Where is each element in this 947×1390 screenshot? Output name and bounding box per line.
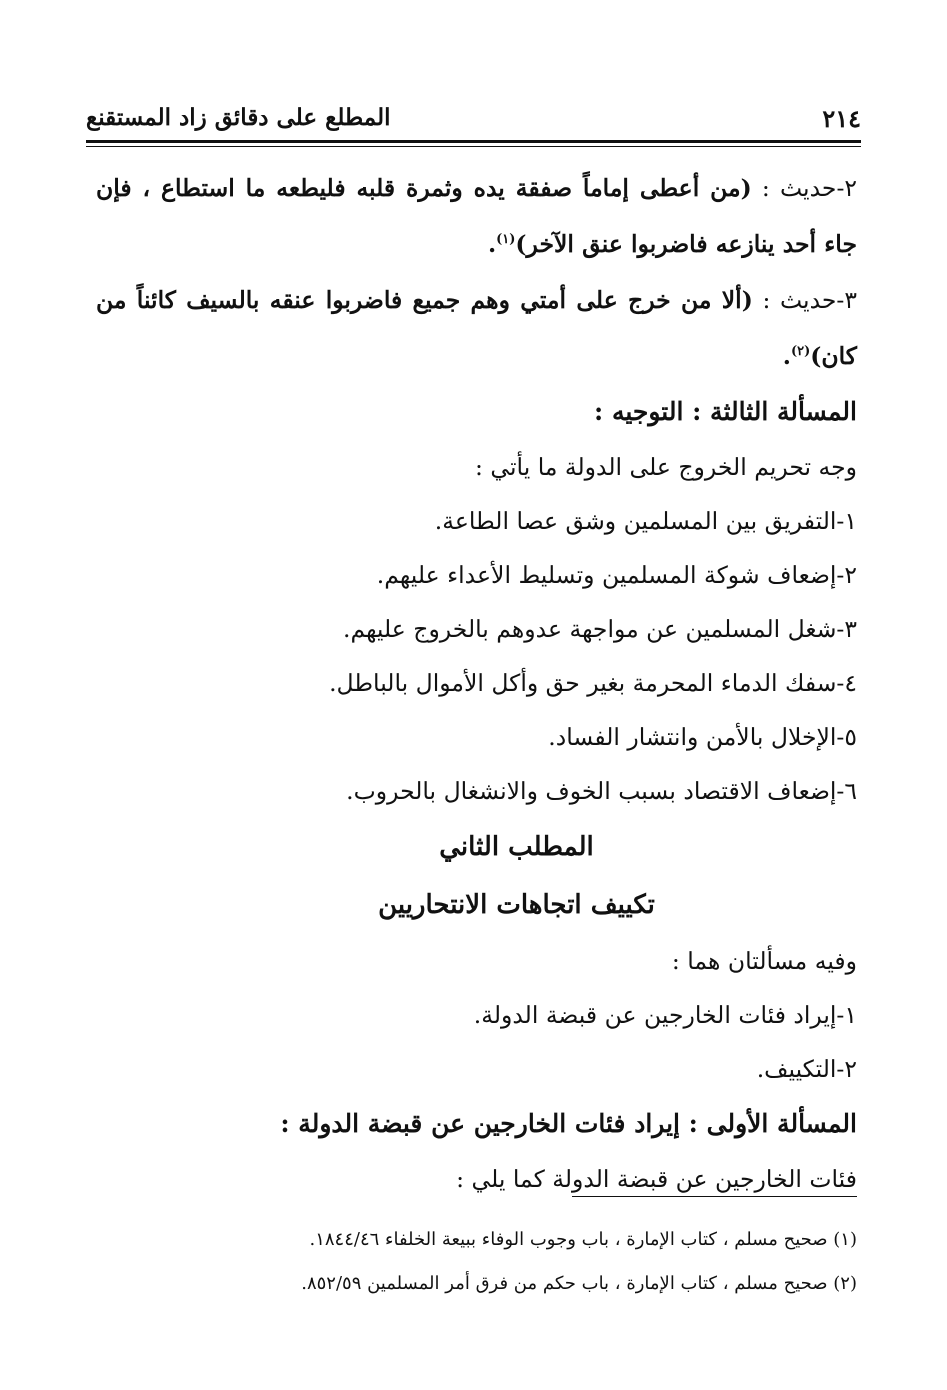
hadith-3: [96, 272, 857, 384]
hadith-3-text: (ألا من خرج على أمتي وهم جميع فاضربوا عنقه بالسيف كائناً من كان): [96, 286, 857, 370]
page-header: [86, 100, 861, 136]
issue-3-heading: المسألة الثالثة : التوجيه :: [594, 397, 857, 426]
hadith-3-end: .: [782, 342, 791, 370]
footnote-ref-2: (٢): [790, 344, 811, 360]
issue-1-heading: المسألة الأولى : إيراد فئات الخارجين عن قبضة الدولة :: [280, 1109, 857, 1138]
footnote-1: (١) صحيح مسلم ، كتاب الإمارة ، باب وجوب الوفاء ببيعة الخلفاء ١٨٤٤/٤٦.: [309, 1229, 857, 1250]
book-title: المطلع على دقائق زاد المستقنع: [86, 104, 391, 131]
footnotes: [96, 1218, 857, 1306]
section-intro: وفيه مسألتان هما :: [671, 947, 857, 975]
section-subtitle: تكييف اتجاهات الانتحاريين: [378, 890, 655, 920]
hadith-3-prefix: ٣-حديث :: [752, 286, 857, 314]
header-rule-thin: [86, 146, 861, 147]
page-number: ٢١٤: [822, 104, 861, 133]
list-item: ٤-سفك الدماء المحرمة بغير حق وأكل الأموال بالباطل.: [329, 669, 857, 697]
issue-1-intro: فئات الخارجين عن قبضة الدولة كما يلي :: [456, 1165, 857, 1193]
list-item: ١-التفريق بين المسلمين وشق عصا الطاعة.: [434, 507, 857, 535]
issue-3-intro: وجه تحريم الخروج على الدولة ما يأتي :: [475, 453, 857, 481]
list-item: ٦-إضعاف الاقتصاد بسبب الخوف والانشغال بالحروب.: [346, 777, 857, 805]
footnote-2: (٢) صحيح مسلم ، كتاب الإمارة ، باب حكم من فرق أمر المسلمين ٨٥٢/٥٩.: [301, 1273, 857, 1294]
footnote-separator: [572, 1196, 857, 1197]
list-item: ٣-شغل المسلمين عن مواجهة عدوهم بالخروج عليهم.: [342, 615, 857, 643]
footnote-ref-1: (١): [496, 232, 516, 248]
list-item: ٢-التكييف.: [756, 1055, 857, 1083]
hadith-2-end: .: [487, 230, 497, 258]
hadith-2-text: (من أعطى إماماً صفقة يده وثمرة قلبه فليطعه ما استطاع ، فإن جاء أحد ينازعه فاضربوا عنق الآخر): [96, 174, 857, 258]
hadith-2-prefix: ٢-حديث :: [751, 174, 858, 202]
header-rule-thick: [86, 140, 861, 143]
list-item: ٢-إضعاف شوكة المسلمين وتسليط الأعداء عليهم.: [376, 561, 857, 589]
page-body: [96, 160, 857, 1206]
section-title: المطلب الثاني: [439, 832, 594, 862]
list-item: ٥-الإخلال بالأمن وانتشار الفساد.: [548, 723, 857, 751]
hadith-2: [96, 160, 857, 272]
list-item: ١-إيراد فئات الخارجين عن قبضة الدولة.: [473, 1001, 857, 1029]
